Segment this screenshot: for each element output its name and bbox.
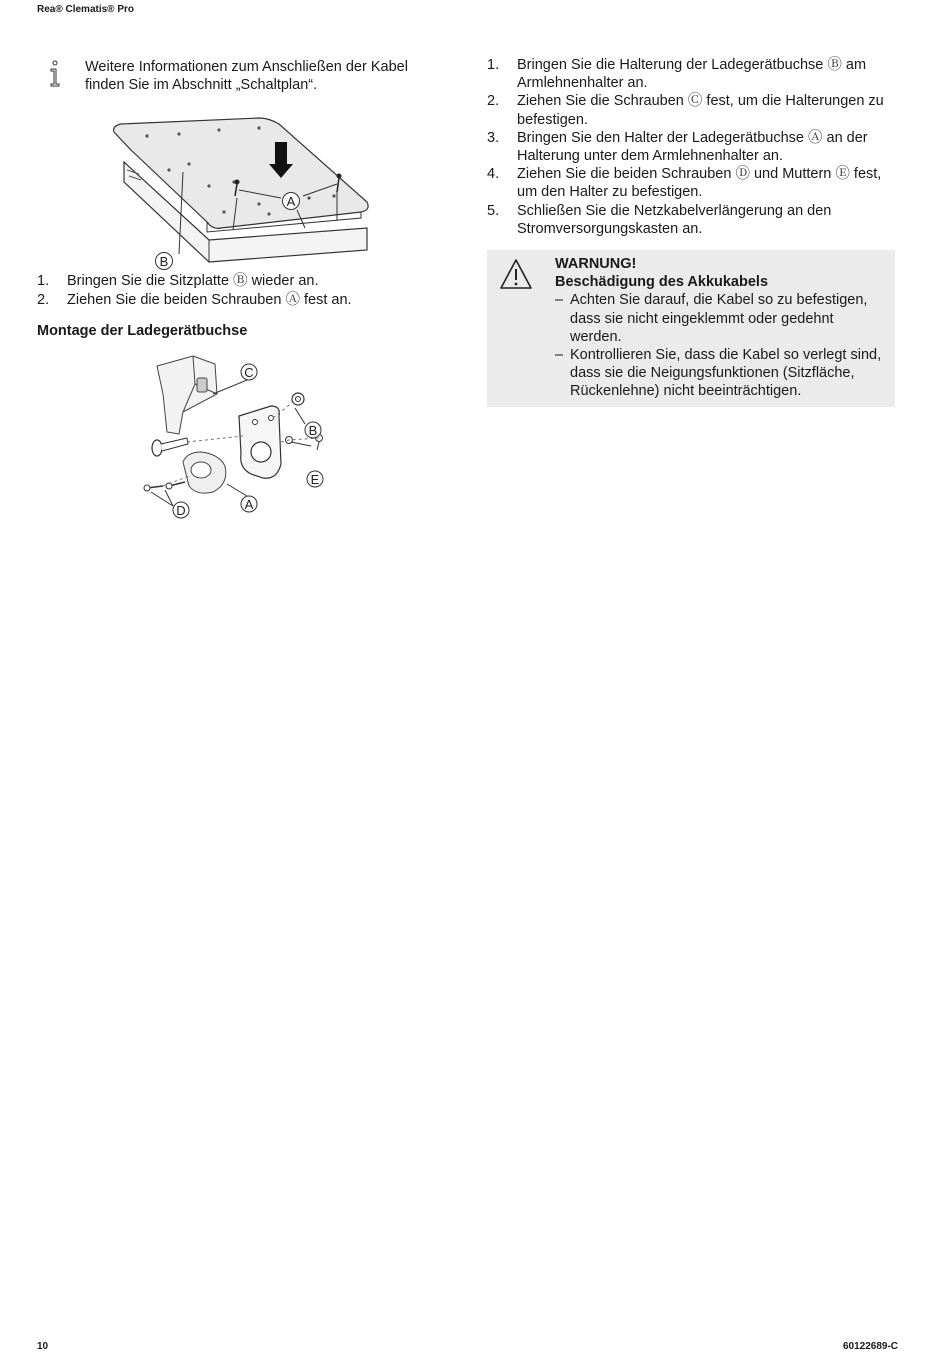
warning-title: WARNUNG! [555,256,637,273]
section-title: Montage der Ladegerätbuchse [37,322,248,339]
warning-triangle-icon [499,258,533,290]
info-note [37,58,437,94]
list-item [487,165,895,201]
step-text: Ziehen Sie die beiden Schrauben Ⓓ und Muttern Ⓔ fest, um den Halter zu befestigen. [517,166,882,201]
step-text: Ziehen Sie die beiden Schrauben Ⓐ fest an. [67,291,352,308]
info-note-text: Weitere Informationen zum Anschließen der Kabel finden Sie im Abschnitt „Schaltplan“. [85,59,408,94]
step-number: 5. [487,202,500,219]
page-number: 10 [37,1341,49,1352]
step-number: 2. [487,93,500,110]
step-text: Bringen Sie den Halter der Ladegerätbuchse Ⓐ an der Halterung unter dem Armlehnenhalter an. [517,129,868,165]
warning-list [555,291,885,400]
document-number: 60122689-C [842,1341,898,1352]
step-number: 4. [487,166,500,183]
step-text: Bringen Sie die Sitzplatte Ⓑ wieder an. [67,273,319,290]
step-number: 2. [37,291,50,308]
step-number: 1. [37,273,50,290]
socket-callout-b: B [308,423,318,439]
list-item [487,202,895,238]
list-item: – Achten Sie darauf, die Kabel so zu befestigen, dass sie nicht eingeklemmt oder gedehnt werden. [555,291,885,346]
step-text: Schließen Sie die Netzkabelverlängerung an den Stromversorgungskasten an. [517,202,832,237]
warning-subtitle: Beschädigung des Akkukabels [555,274,769,291]
right-column [487,56,895,407]
step-number: 3. [487,129,500,146]
warning-box [487,250,895,407]
list-item [37,291,437,309]
list-item [37,272,437,290]
left-column [37,58,437,519]
step-text: Bringen Sie die Halterung der Ladegerätbuchse Ⓑ am Armlehnenhalter an. [517,57,867,92]
socket-callout-e: E [310,472,320,488]
socket-callout-d: D [176,503,186,519]
socket-steps-list [487,56,895,238]
document-header: Rea® Clematis® Pro [37,4,134,15]
seat-steps-list [37,272,437,308]
seat-callout-a: A [286,194,296,210]
socket-callout-c: C [244,365,254,381]
seat-plate-figure [109,112,369,272]
charger-socket-figure [143,354,343,519]
list-item [487,56,895,92]
socket-callout-a: A [244,497,254,513]
step-number: 1. [487,57,500,73]
step-text: Ziehen Sie die Schrauben Ⓒ fest, um die Halterungen zu befestigen. [517,93,884,128]
list-item [487,92,895,128]
info-icon [47,60,63,88]
list-item: – Kontrollieren Sie, dass die Kabel so verlegt sind, dass sie die Neigungsfunktionen (Sitzfläche, Rückenlehne) nicht beeinträchtigen. [555,346,885,401]
seat-callout-b: B [159,254,169,270]
list-item [487,129,895,165]
